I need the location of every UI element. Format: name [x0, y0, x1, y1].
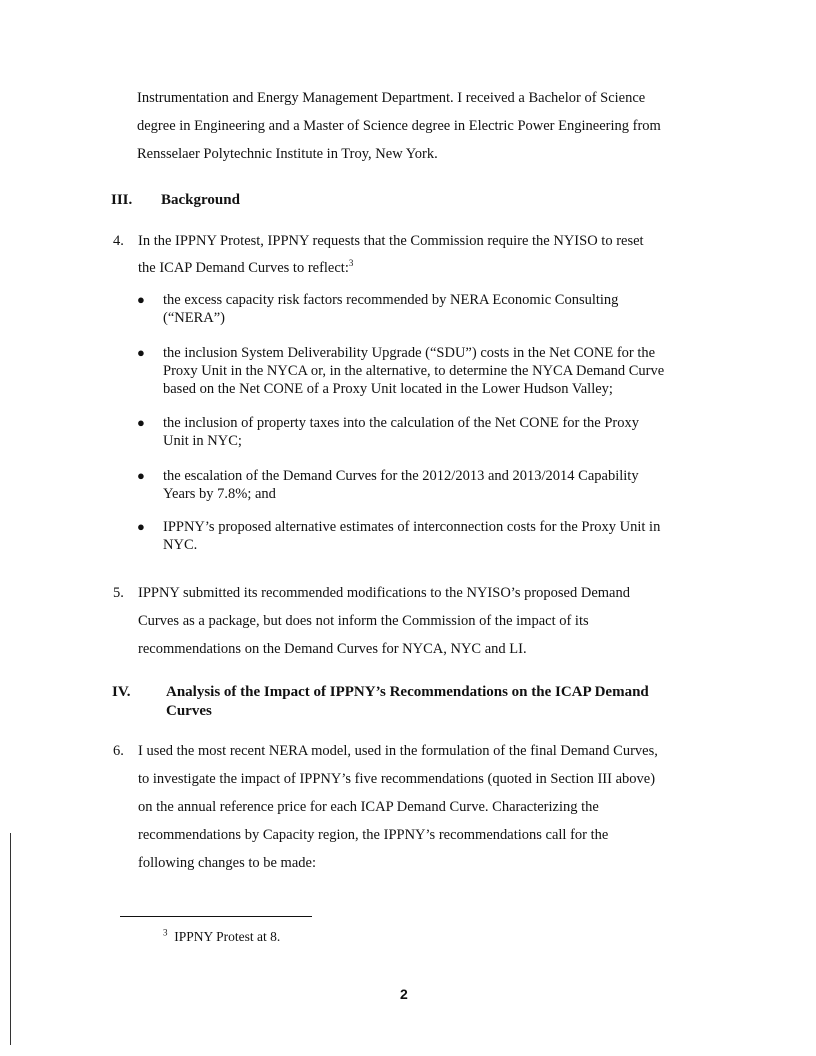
text-line: the inclusion of property taxes into the calculation of the Net CONE for the Proxy [163, 415, 639, 431]
paragraph-number: 5. [113, 585, 124, 601]
bullet-marker: ● [137, 519, 145, 534]
footnote-marker: 3 [163, 927, 168, 938]
page-number: 2 [400, 986, 408, 1002]
section-title-continued: Curves [166, 703, 212, 719]
section-number: IV. [112, 684, 131, 700]
text-line: to investigate the impact of IPPNY’s five recommendations (quoted in Section III above) [138, 771, 656, 787]
bullet-marker: ● [137, 292, 145, 307]
text-line: Years by 7.8%; and [163, 486, 276, 502]
text-line: the inclusion System Deliverability Upgrade (“SDU”) costs in the Net CONE for the [163, 345, 656, 361]
text-line: Instrumentation and Energy Management Department. I received a Bachelor of Science [137, 90, 646, 106]
bullet-marker: ● [137, 415, 145, 430]
paragraph-5 [113, 580, 753, 664]
bullet-marker: ● [137, 345, 145, 360]
text-line: the excess capacity risk factors recommended by NERA Economic Consulting [163, 292, 619, 308]
text-line: IPPNY submitted its recommended modifications to the NYISO’s proposed Demand [138, 585, 630, 601]
text-line: Proxy Unit in the NYCA or, in the alternative, to determine the NYCA Demand Curve [163, 363, 665, 379]
text-line: Unit in NYC; [163, 433, 242, 449]
text-line: (“NERA”) [163, 310, 226, 326]
text-line: the ICAP Demand Curves to reflect:$^3$ [138, 258, 354, 276]
text-line: I used the most recent NERA model, used in the formulation of the final Demand Curves, [138, 743, 658, 759]
section-title: Analysis of the Impact of IPPNY’s Recommendations on the ICAP Demand [166, 684, 649, 700]
paragraph-number: 6. [113, 743, 124, 759]
continuation-paragraph [137, 84, 737, 168]
paragraph-4 [113, 228, 753, 284]
section-number: III. [111, 192, 133, 208]
text-line: recommendations by Capacity region, the IPPNY’s recommendations call for the [138, 827, 609, 843]
text-line: Rensselaer Polytechnic Institute in Troy, New York. [137, 146, 438, 162]
text-line: the escalation of the Demand Curves for the 2012/2013 and 2013/2014 Capability [163, 468, 639, 484]
section-heading-analysis [112, 682, 752, 724]
text-line: In the IPPNY Protest, IPPNY requests that the Commission require the NYISO to reset [138, 233, 644, 249]
scan-margin-line [10, 833, 11, 1045]
footnote-text: IPPNY Protest at 8. [174, 929, 281, 944]
bullet-marker: ● [137, 468, 145, 483]
text-line: degree in Engineering and a Master of Science degree in Electric Power Engineering from [137, 118, 661, 134]
section-title: Background [161, 192, 240, 208]
footnote-reference: 3 [348, 258, 354, 269]
text-line: recommendations on the Demand Curves for NYCA, NYC and LI. [138, 641, 527, 657]
text-line: NYC. [163, 537, 198, 553]
footnote [163, 929, 280, 945]
footnote-separator [120, 916, 312, 917]
text-line: based on the Net CONE of a Proxy Unit located in the Lower Hudson Valley; [163, 381, 613, 397]
text-line: IPPNY’s proposed alternative estimates of interconnection costs for the Proxy Unit in [163, 519, 661, 535]
paragraph-number: 4. [113, 233, 124, 249]
text-line: Curves as a package, but does not inform the Commission of the impact of its [138, 613, 589, 629]
text-line: following changes to be made: [138, 855, 316, 871]
text-line: on the annual reference price for each ICAP Demand Curve. Characterizing the [138, 799, 599, 815]
paragraph-6 [113, 738, 763, 878]
